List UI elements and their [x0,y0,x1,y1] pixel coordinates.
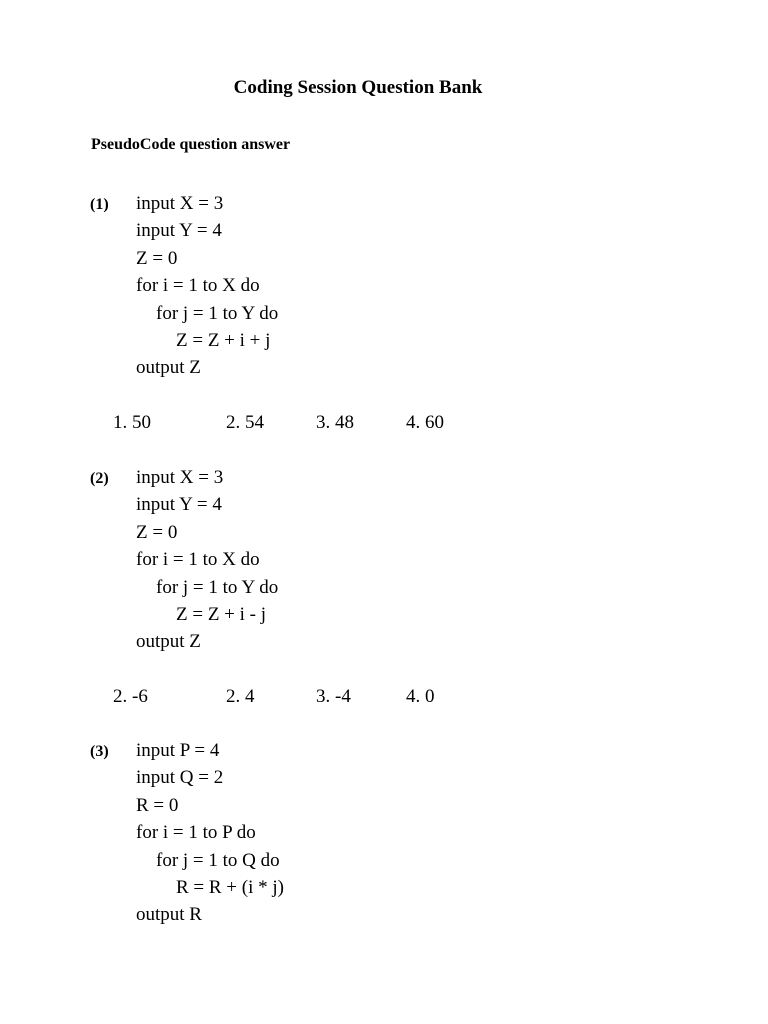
code-line: for j = 1 to Y do [156,576,279,598]
code-line: for j = 1 to Q do [156,849,280,871]
code-line: output Z [136,631,201,653]
answer-option: 4. 60 [406,412,444,433]
code-line: input P = 4 [136,740,220,761]
code-line: Z = Z + i + j [176,330,271,351]
code-line: input X = 3 [136,467,224,488]
code-line: for i = 1 to X do [136,549,260,571]
code-line: R = 0 [136,794,179,816]
answer-option: 1. 50 [113,412,151,433]
section-heading: PseudoCode question answer [91,136,291,153]
answer-option: 4. 0 [406,686,435,707]
code-line: Z = 0 [136,521,178,543]
code-line: Z = 0 [136,247,178,269]
code-line: output R [136,904,202,926]
code-line: for i = 1 to X do [136,275,260,297]
answer-option: 2. 54 [226,412,264,433]
code-line: output Z [136,357,201,379]
answer-option: 3. 48 [316,412,354,433]
answer-option: 2. -6 [113,686,148,707]
answer-option: 2. 4 [226,686,255,707]
code-line: for j = 1 to Y do [156,302,279,324]
code-line: Z = Z + i - j [176,604,267,625]
document-title: Coding Session Question Bank [233,77,483,98]
code-line: input Y = 4 [136,494,222,516]
code-line: input Q = 2 [136,767,224,789]
question-number: (1) [90,196,109,213]
code-line: input X = 3 [136,193,224,214]
question-number: (3) [90,743,109,760]
answer-option: 3. -4 [316,686,351,707]
code-line: R = R + (i * j) [176,877,284,898]
code-line: input Y = 4 [136,220,222,242]
question-number: (2) [90,470,109,487]
code-line: for i = 1 to P do [136,822,256,844]
